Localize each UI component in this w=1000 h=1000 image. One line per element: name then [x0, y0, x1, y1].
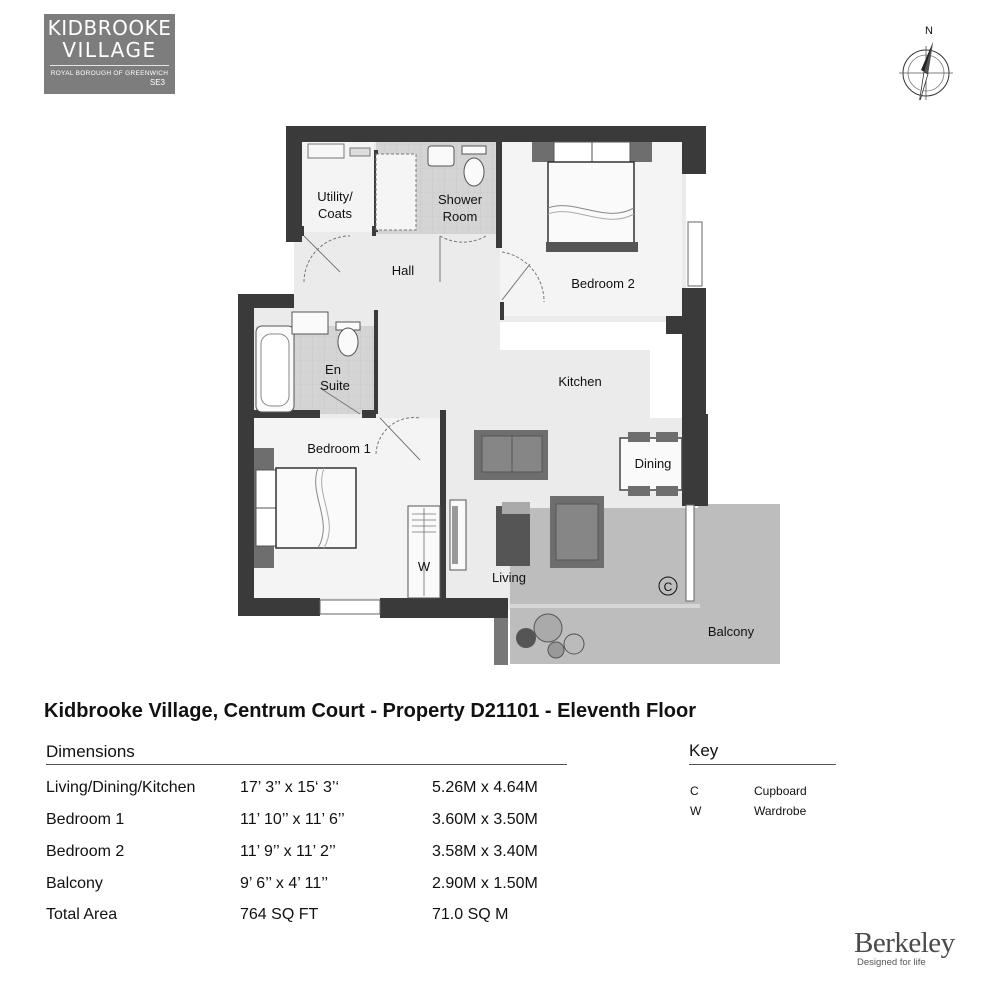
key-code: C — [690, 784, 699, 798]
room-label-living: Living — [492, 570, 526, 585]
room-label-utility-line1: Utility/ — [317, 189, 353, 204]
dimension-imperial: 11’ 10’’ x 11’ 6’’ — [240, 811, 345, 828]
dimension-room: Bedroom 1 — [46, 811, 125, 828]
dimensions-divider — [46, 764, 567, 765]
wardrobe-marker-label: W — [417, 559, 431, 574]
key-heading: Key — [689, 741, 719, 760]
cupboard-marker-label: C — [663, 580, 673, 594]
logo-line-1: KIDBROOKE — [47, 16, 172, 40]
dimension-room: Total Area — [46, 906, 118, 923]
room-label-balcony: Balcony — [707, 624, 755, 639]
dimension-imperial: 764 SQ FT — [240, 906, 319, 923]
dimension-metric: 3.60M x 3.50M — [432, 811, 538, 828]
dimension-imperial: 11’ 9’’ x 11’ 2’’ — [240, 843, 336, 860]
balcony-area — [494, 504, 780, 665]
room-label-shower-line2: Room — [442, 209, 478, 224]
room-label-bedroom-2: Bedroom 2 — [571, 276, 635, 291]
room-label-bedroom-1: Bedroom 1 — [307, 441, 371, 456]
dimension-room: Living/Dining/Kitchen — [46, 779, 196, 796]
dimension-imperial: 17’ 3’’ x 15‘ 3’‘ — [240, 779, 340, 796]
wardrobe — [408, 506, 440, 598]
room-label-shower-line1: Shower — [437, 192, 483, 207]
room-label-utility-line2: Coats — [318, 206, 352, 221]
dimension-metric: 2.90M x 1.50M — [432, 875, 538, 892]
logo-line-3: ROYAL BOROUGH OF GREENWICH — [50, 70, 169, 77]
logo-line-4: SE3 — [149, 78, 165, 87]
property-title: Kidbrooke Village, Centrum Court - Property D21101 - Eleventh Floor — [44, 700, 696, 722]
tv-unit — [450, 500, 466, 570]
dimension-imperial: 9’ 6’’ x 4’ 11’’ — [240, 875, 329, 892]
dimension-metric: 5.26M x 4.64M — [432, 779, 538, 796]
logo-line-2: VILLAGE — [62, 38, 157, 62]
room-label-ensuite-line1: En — [325, 362, 341, 377]
key-divider — [689, 764, 836, 765]
room-label-dining: Dining — [634, 456, 672, 471]
dimension-metric: 3.58M x 3.40M — [432, 843, 538, 860]
room-label-kitchen: Kitchen — [558, 374, 602, 389]
dimension-room: Balcony — [46, 875, 103, 892]
bedroom-2-bed — [532, 142, 652, 252]
key-label: Cupboard — [754, 784, 807, 798]
living-armchair — [550, 496, 604, 568]
dimensions-heading: Dimensions — [46, 742, 135, 761]
berkeley-logo — [854, 928, 955, 968]
key-code: W — [690, 804, 702, 818]
coffee-table — [496, 502, 530, 566]
brand-tagline: Designed for life — [857, 957, 926, 968]
dimension-metric: 71.0 SQ M — [432, 906, 509, 923]
compass-north-label: N — [925, 25, 933, 37]
key-label: Wardrobe — [754, 804, 807, 818]
room-label-hall: Hall — [391, 263, 415, 278]
brand-name: Berkeley — [854, 927, 955, 959]
dimension-room: Bedroom 2 — [46, 843, 125, 860]
living-sofa — [474, 430, 548, 480]
room-label-ensuite-line2: Suite — [320, 378, 350, 393]
